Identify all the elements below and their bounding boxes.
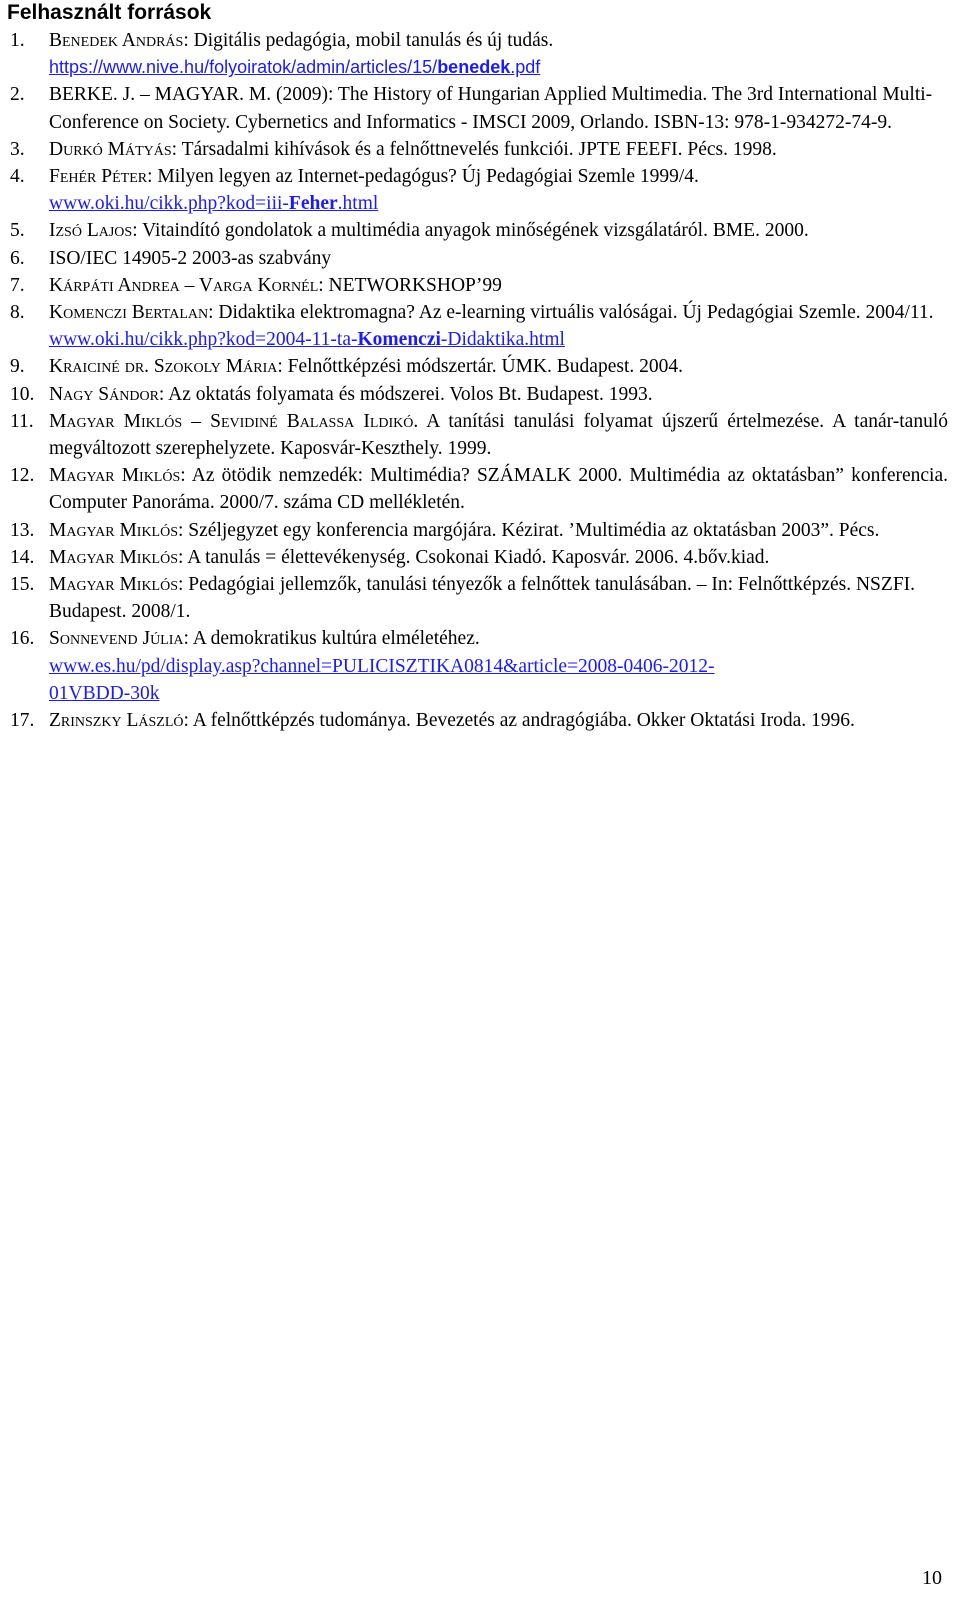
reference-text: : Széljegyzet egy konferencia margójára. Kézirat. ’Multimédia az oktatásban 2003”. Pécs. bbox=[178, 519, 880, 541]
reference-number: 2. bbox=[10, 84, 25, 106]
reference-text: : A tanulás = élettevékenység. Csokonai Kiadó. Kaposvár. 2006. 4.bőv.kiad. bbox=[178, 546, 770, 568]
reference-text: BERKE. J. – MAGYAR. M. (2009): The History of Hungarian Applied Multimedia. The 3rd International Multi-Conference on Society. Cybernetics and Informatics - IMSCI 2009, Orlando. ISBN-13: 978-1-934272-74-9. bbox=[49, 84, 933, 133]
reference-text: : A felnőttképzés tudománya. Bevezetés az andragógiába. Okker Oktatási Iroda. 1996. bbox=[183, 710, 855, 732]
reference-number: 1. bbox=[10, 30, 25, 51]
reference-item bbox=[0, 163, 948, 217]
reference-number: 11. bbox=[10, 410, 34, 432]
reference-item bbox=[0, 625, 948, 707]
reference-item bbox=[0, 27, 948, 81]
reference-number: 12. bbox=[10, 465, 35, 487]
reference-author: Izsó Lajos bbox=[49, 220, 133, 242]
reference-item bbox=[0, 217, 948, 244]
reference-link[interactable]: www.es.hu/pd/display.asp?channel=PULICISZTIKA0814&article=2008-0406-2012- 01VBDD-30k bbox=[49, 655, 715, 704]
section-heading: Felhasznált források bbox=[7, 1, 212, 24]
reference-item bbox=[0, 136, 948, 163]
reference-number: 15. bbox=[10, 574, 35, 596]
reference-item bbox=[0, 571, 948, 625]
reference-item bbox=[0, 353, 948, 380]
reference-text: : Az oktatás folyamata és módszerei. Volos Bt. Budapest. 1993. bbox=[158, 383, 653, 405]
reference-item bbox=[0, 272, 948, 299]
reference-number: 7. bbox=[10, 274, 25, 296]
reference-author: Kárpáti Andrea – Varga Kornél bbox=[49, 274, 319, 296]
reference-text: : Didaktika elektromagna? Az e-learning virtuális valóságai. Új Pedagógiai Szemle. 2004/11. bbox=[208, 302, 934, 324]
reference-author: Zrinszky László bbox=[49, 710, 184, 732]
reference-text: ISO/IEC 14905-2 2003-as szabvány bbox=[49, 247, 332, 269]
reference-link[interactable]: www.oki.hu/cikk.php?kod=iii-Feher.html bbox=[49, 193, 379, 215]
reference-number: 17. bbox=[10, 710, 35, 732]
reference-item bbox=[0, 707, 948, 734]
reference-author: Fehér Péter bbox=[49, 166, 148, 188]
reference-number: 8. bbox=[10, 302, 25, 324]
reference-text: : Pedagógiai jellemzők, tanulási tényezők a felnőttek tanulásában. – In: Felnőttképzés. NSZFI. Budapest. 2008/1. bbox=[49, 574, 916, 623]
reference-text: : A demokratikus kultúra elméletéhez. bbox=[183, 628, 480, 650]
reference-author: Magyar Miklós – Sevidiné Balassa Ildikó bbox=[49, 410, 414, 432]
reference-author: Magyar Miklós bbox=[49, 546, 179, 568]
reference-text: : NETWORKSHOP’99 bbox=[318, 274, 502, 296]
reference-number: 6. bbox=[10, 247, 25, 269]
reference-author: Benedek András bbox=[49, 30, 184, 51]
reference-author: Komenczi Bertalan bbox=[49, 302, 209, 324]
reference-text: : Digitális pedagógia, mobil tanulás és új tudás. bbox=[183, 30, 554, 51]
reference-item bbox=[0, 81, 948, 135]
reference-author: Magyar Miklós bbox=[49, 465, 181, 487]
reference-number: 10. bbox=[10, 383, 35, 405]
reference-number: 4. bbox=[10, 166, 25, 188]
reference-item bbox=[0, 299, 948, 353]
reference-number: 3. bbox=[10, 138, 25, 160]
reference-item bbox=[0, 408, 948, 462]
reference-number: 5. bbox=[10, 220, 25, 242]
reference-link[interactable]: https://www.nive.hu/folyoiratok/admin/articles/15/benedek.pdf bbox=[49, 57, 541, 78]
reference-item bbox=[0, 462, 948, 516]
reference-list bbox=[0, 27, 948, 734]
reference-text: : Felnőttképzési módszertár. ÚMK. Budapest. 2004. bbox=[277, 356, 684, 378]
reference-item bbox=[0, 517, 948, 544]
reference-author: Kraiciné dr. Szokoly Mária bbox=[49, 356, 278, 378]
reference-text: : Vitaindító gondolatok a multimédia anyagok minőségének vizsgálatáról. BME. 2000. bbox=[132, 220, 809, 242]
reference-number: 13. bbox=[10, 519, 35, 541]
reference-text: . A tanítási tanulási folyamat újszerű értelmezése. A tanár-tanuló megváltozott szerephelyzete. Kaposvár-Keszthely. 1999. bbox=[49, 410, 948, 460]
reference-number: 16. bbox=[10, 628, 35, 650]
reference-number: 14. bbox=[10, 546, 35, 568]
reference-number: 9. bbox=[10, 356, 25, 378]
reference-author: Nagy Sándor bbox=[49, 383, 159, 405]
reference-item bbox=[0, 381, 948, 408]
reference-item bbox=[0, 544, 948, 571]
reference-author: Sonnevend Júlia bbox=[49, 628, 184, 650]
reference-item bbox=[0, 245, 948, 272]
reference-author: Magyar Miklós bbox=[49, 519, 179, 541]
reference-text: : Társadalmi kihívások és a felnőttnevelés funkciói. JPTE FEEFI. Pécs. 1998. bbox=[171, 138, 777, 160]
reference-text: : Milyen legyen az Internet-pedagógus? Új Pedagógiai Szemle 1999/4. bbox=[147, 166, 699, 188]
reference-text: : Az ötödik nemzedék: Multimédia? SZÁMALK 2000. Multimédia az oktatásban” konferencia. Computer Panoráma. 2000/7. száma CD mellékletén. bbox=[49, 465, 948, 514]
reference-author: Durkó Mátyás bbox=[49, 138, 172, 160]
reference-author: Magyar Miklós bbox=[49, 574, 179, 596]
reference-link[interactable]: www.oki.hu/cikk.php?kod=2004-11-ta-Komenczi-Didaktika.html bbox=[49, 329, 565, 351]
page-number: 10 bbox=[922, 1567, 942, 1589]
